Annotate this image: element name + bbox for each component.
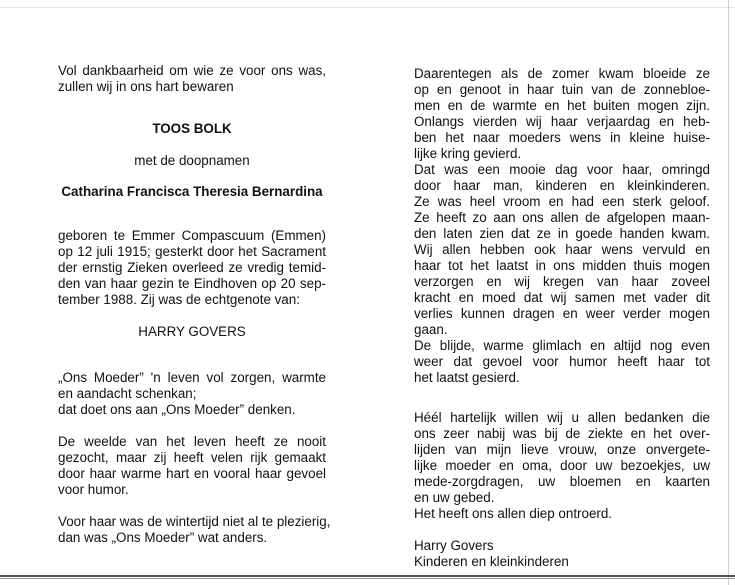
para-line: weer dat gevoel voor humor heeft haar tot bbox=[414, 354, 710, 369]
right-column bbox=[414, 66, 710, 570]
para-line: haar tot het laatst in ons midden thuis mogen bbox=[414, 258, 710, 273]
thanks-line: Het heeft ons allen diep ontroerd. bbox=[414, 506, 613, 521]
para-line: den laten zien dat ze in goede handen kwam. bbox=[414, 226, 710, 241]
para3-line: dan was „Ons Moeder” wat anders. bbox=[58, 530, 268, 545]
thanks-line: lijke moeder en oma, door uw bezoekjes, uw bbox=[414, 458, 710, 473]
signature-family: Kinderen en kleinkinderen bbox=[414, 554, 569, 569]
bio-line: op 12 juli 1915; gesterkt door het Sacrament bbox=[58, 244, 326, 259]
right-edge-line bbox=[728, 0, 729, 585]
bio-line: geboren te Emmer Compascuum (Emmen) bbox=[58, 228, 326, 243]
para-line: Dat was een mooie dag voor haar, omringd bbox=[414, 162, 710, 177]
thanks-line: Héél hartelijk willen wij u allen bedanken die bbox=[414, 410, 710, 425]
bottom-edge-line-thin bbox=[0, 578, 735, 579]
para-line: Onlangs vierden wij haar verjaardag en heb- bbox=[414, 114, 710, 129]
para-line: Wij allen hebben ook haar wens vervuld en bbox=[414, 242, 710, 257]
thanks-line: ons zeer nabij was bij de ziekte en het over- bbox=[414, 426, 710, 441]
para-line: het laatst gesierd. bbox=[414, 370, 520, 385]
baptismal-names: Catharina Francisca Theresia Bernardina bbox=[61, 184, 323, 199]
husband-name: HARRY GOVERS bbox=[138, 324, 246, 339]
para-line: verlies kunnen dragen en weer verder mogen bbox=[414, 306, 710, 321]
para-line: door haar man, kinderen en kleinkinderen. bbox=[414, 178, 710, 193]
para1-line: en aandacht schenkan; bbox=[58, 386, 197, 401]
bio-line: tember 1988. Zij was de echtgenote van: bbox=[58, 292, 300, 307]
para-line: ben het naar moeders wens in kleine huise- bbox=[414, 130, 710, 145]
para-line: kracht en moed dat wij samen met vader dit bbox=[414, 290, 710, 305]
para1-line: dat doet ons aan „Ons Moeder” denken. bbox=[58, 402, 296, 417]
para-line: op en genoot in haar tuin van de zonnebloe- bbox=[414, 82, 710, 97]
para3-line: Voor haar was de wintertijd niet al te plezierig, bbox=[58, 514, 331, 529]
top-edge-line bbox=[0, 7, 735, 8]
para-line: men en de warmte en het buiten mogen zijn. bbox=[414, 98, 710, 113]
para-line: Daarentegen als de zomer kwam bloeide ze bbox=[414, 66, 710, 81]
para2-line: door haar warme hart en vooral haar gevoel bbox=[58, 466, 326, 481]
para2-line: gezocht, maar zij heeft velen rijk gemaakt bbox=[58, 450, 326, 465]
thanks-line: lijden van mijn lieve vrouw, onze onvergete- bbox=[414, 442, 710, 457]
thanks-line: en uw gebed. bbox=[414, 490, 495, 505]
para-line: Ze was heel vroom en had een sterk geloof. bbox=[414, 194, 710, 209]
para2-line: De weelde van het leven heeft ze nooit bbox=[58, 434, 326, 449]
para-line: gaan. bbox=[414, 322, 448, 337]
bottom-edge-line bbox=[0, 575, 735, 577]
intro-line: Vol dankbaarheid om wie ze voor ons was, bbox=[58, 63, 326, 78]
deceased-name: TOOS BOLK bbox=[152, 121, 232, 136]
bio-line: der ernstig Zieken overleed ze vredig temid- bbox=[58, 260, 326, 275]
signature-name: Harry Govers bbox=[414, 538, 494, 553]
thanks-line: mede-zorgdragen, uw bloemen en kaarten bbox=[414, 474, 710, 489]
para1-line: „Ons Moeder” 'n leven vol zorgen, warmte bbox=[58, 370, 326, 385]
bio-line: den van haar gezin te Eindhoven op 20 sep- bbox=[58, 276, 326, 291]
para2-line: voor humor. bbox=[58, 482, 129, 497]
intro-line: zullen wij in ons hart bewaren bbox=[58, 79, 234, 94]
doopnamen-intro: met de doopnamen bbox=[134, 153, 250, 168]
para-line: De blijde, warme glimlach en altijd nog even bbox=[414, 338, 710, 353]
para-line: lijke kring gevierd. bbox=[414, 146, 522, 161]
para-line: Ze heeft zo aan ons allen de afgelopen maan- bbox=[414, 210, 710, 225]
para-line: verzorgen en wij kregen van haar zoveel bbox=[414, 274, 710, 289]
left-column bbox=[58, 63, 331, 546]
